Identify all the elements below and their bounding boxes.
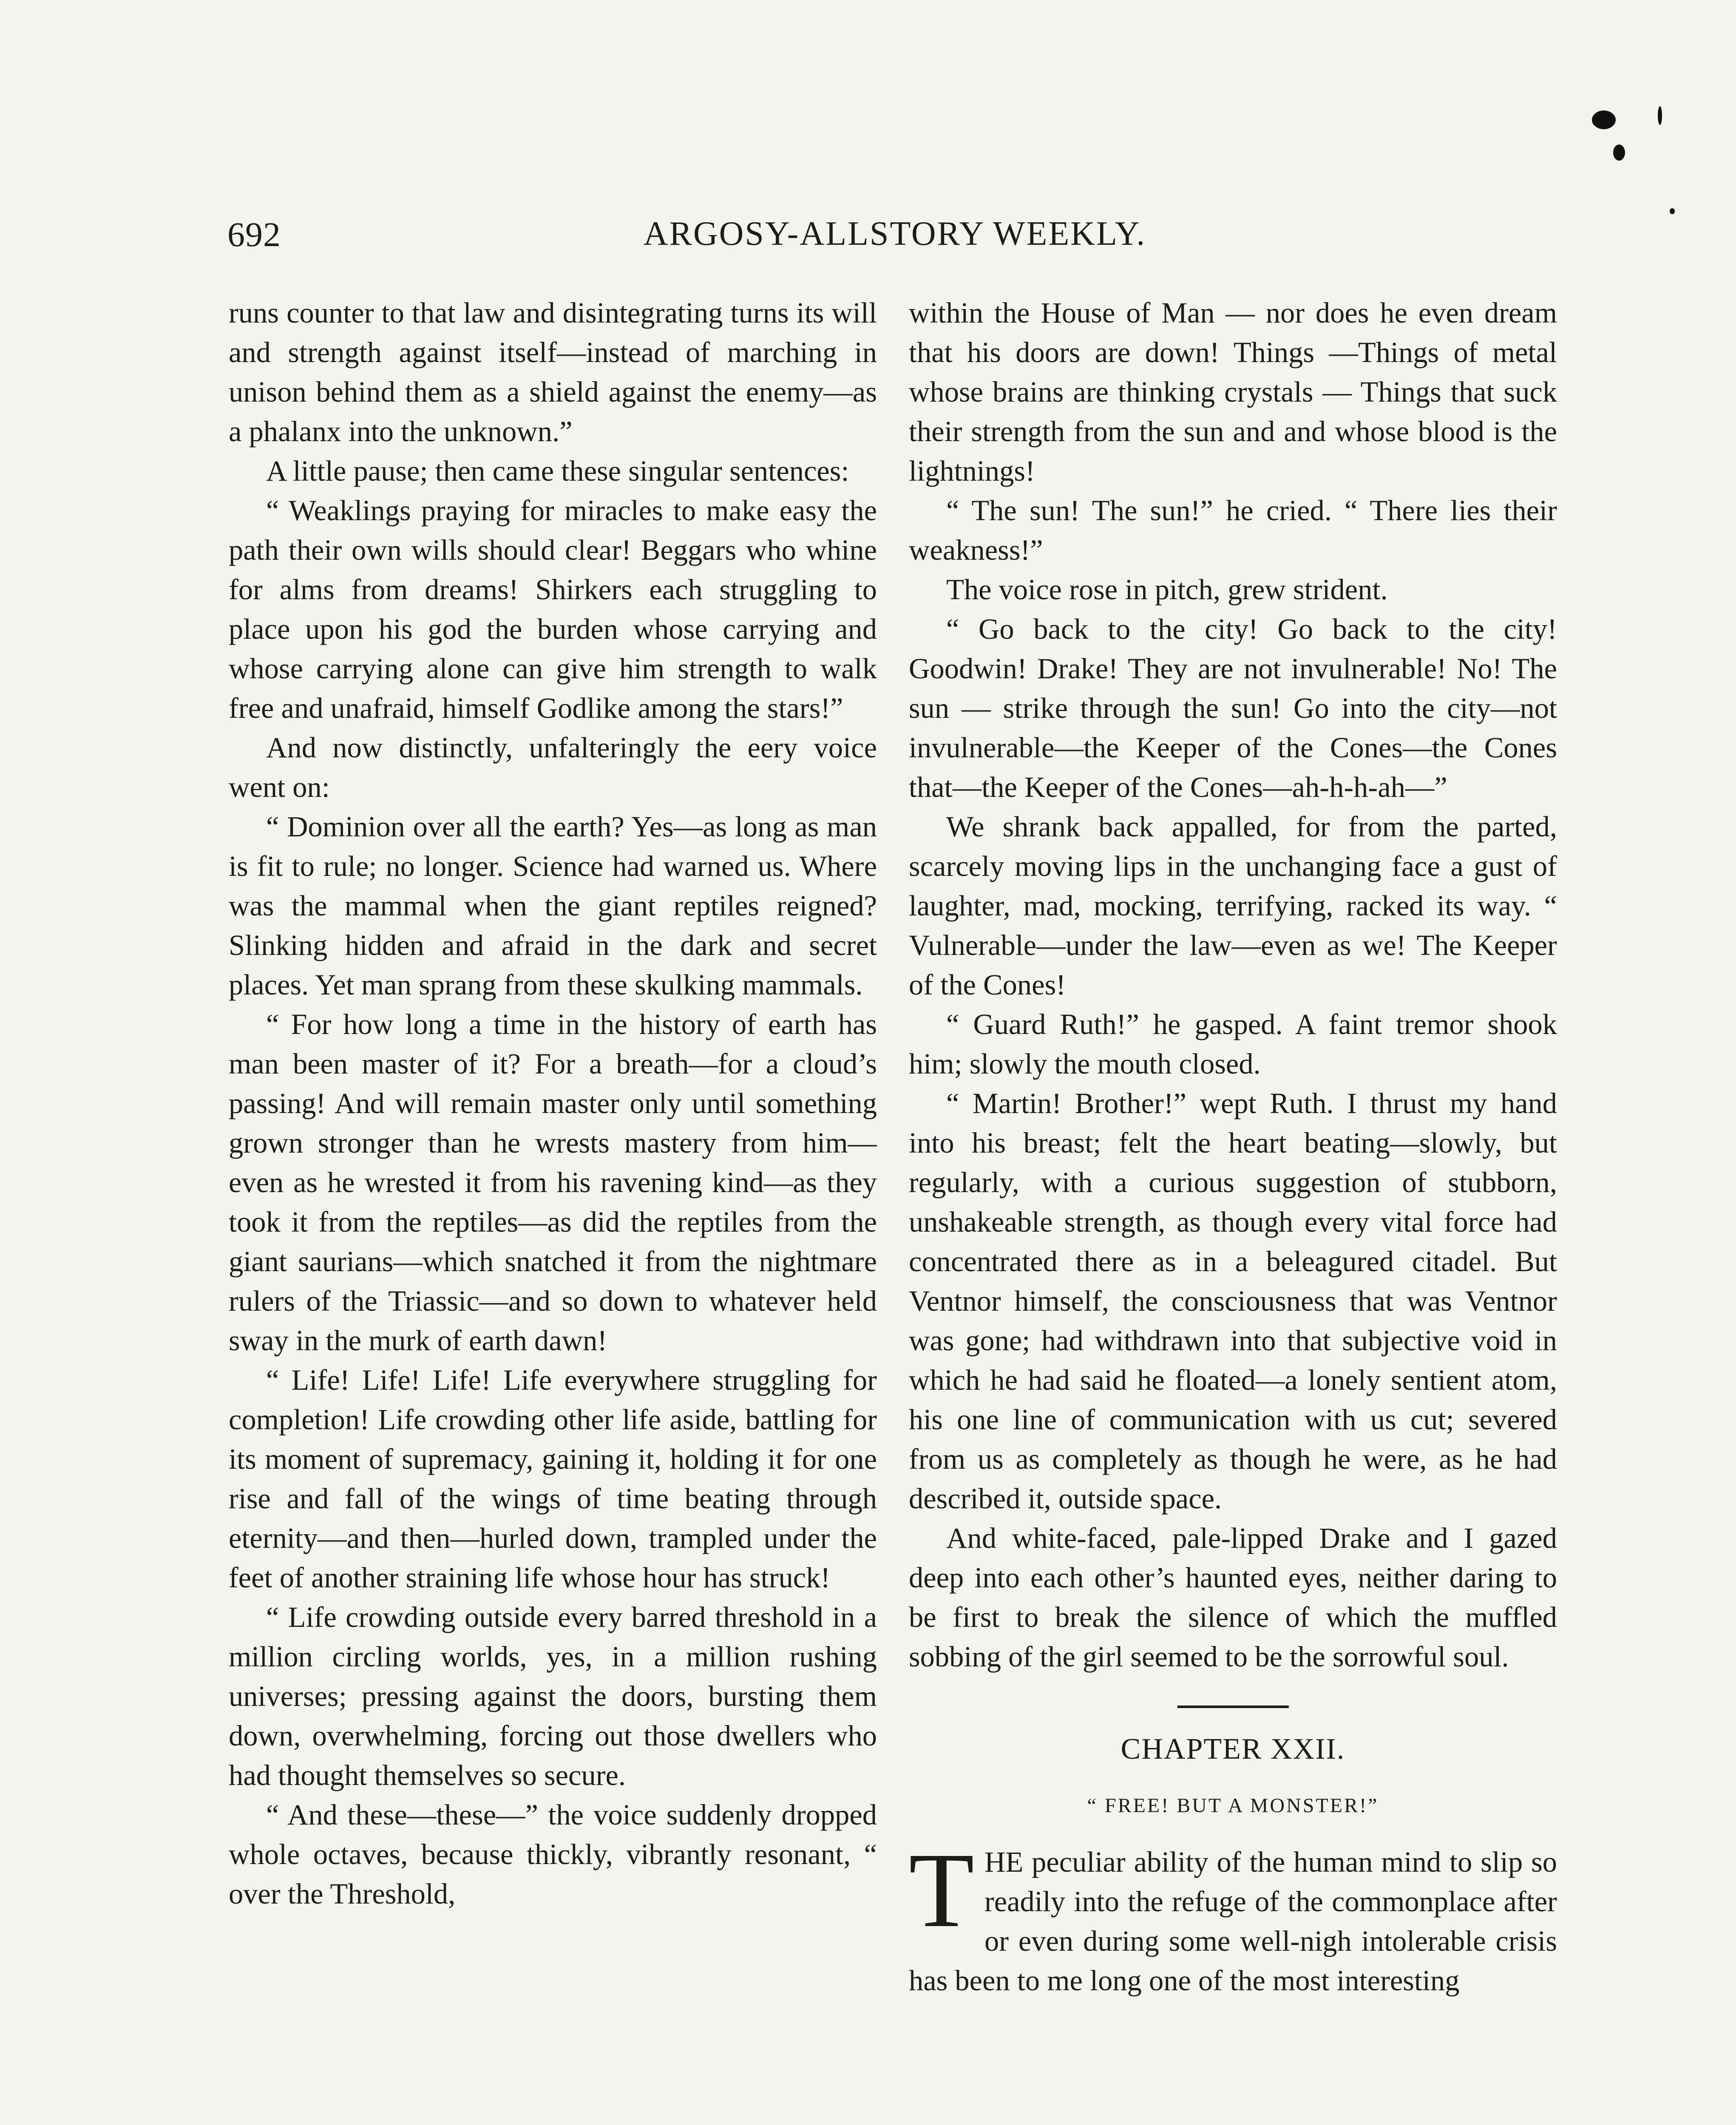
paragraph: within the House of Man — nor does he even dream that his doors are down! Things —Things of metal whose brains are thinking crystals — Things that suck their strength from the sun and and whose blood is the lightnings!: [909, 297, 1557, 487]
paragraph: “ Dominion over all the earth? Yes—as long as man is fit to rule; no longer. Science had warned us. Where was the mammal when the giant reptiles reigned? Slinking hidden and afraid in the dark and secret places. Yet man sprang from these skulking mammals.: [229, 810, 877, 1001]
ink-speck: [1658, 106, 1662, 125]
page-header: [227, 215, 1562, 261]
paragraph: “ Life crowding outside every barred threshold in a million circling worlds, yes, in a million rushing universes; pressing against the doors, bursting them down, overwhelming, forcing out those dwellers who had thought themselves so secure.: [229, 1601, 877, 1791]
ink-speck: [1592, 110, 1616, 129]
paragraph: The voice rose in pitch, grew strident.: [946, 573, 1388, 606]
running-title: ARGOSY-ALLSTORY WEEKLY.: [643, 215, 1146, 252]
left-column: [229, 293, 877, 1914]
paragraph: runs counter to that law and disintegrating turns its will and strength against itself—instead of marching in unison behind them as a shield against the enemy—as a phalanx into the unknown.”: [229, 297, 877, 448]
paragraph: A little pause; then came these singular sentences:: [266, 455, 849, 487]
chapter-heading: CHAPTER XXII.: [1120, 1733, 1345, 1765]
paragraph: “ Martin! Brother!” wept Ruth. I thrust my hand into his breast; felt the heart beating—slowly, but regularly, with a curious suggestion of stubborn, unshakeable strength, as though every vital force had concentrated there as in a beleagured citadel. But Ventnor himself, the consciousness that was Ventnor was gone; had withdrawn into that subjective void in which he had said he floated—a lonely sentient atom, his one line of communication with us cut; severed from us as completely as though he were, as he had described it, outside space.: [909, 1087, 1557, 1515]
ink-speck: [1613, 144, 1625, 161]
page-number: 692: [227, 215, 281, 254]
chapter-subtitle: “ FREE! BUT A MONSTER!”: [1087, 1794, 1379, 1817]
paragraph: “ Weaklings praying for miracles to make easy the path their own wills should clear! Beggars who whine for alms from dreams! Shirkers each struggling to place upon his god the burden whose carrying and whose carrying alone can give him strength to walk free and unafraid, himself Godlike among the stars!”: [229, 494, 877, 724]
paragraph: “ Life! Life! Life! Life everywhere struggling for completion! Life crowding other life aside, battling for its moment of supremacy, gaining it, holding it for one rise and fall of the wings of time beating through eternity—and then—hurled down, trampled under the feet of another straining life whose hour has struck!: [229, 1364, 877, 1594]
paragraph: “ Go back to the city! Go back to the city! Goodwin! Drake! They are not invulnerable! No! The sun — strike through the sun! Go into the city—not invulnerable—the Keeper of the Cones—the Cones that—the Keeper of the Cones—ah-h-h-ah—”: [909, 613, 1557, 803]
paragraph: “ The sun! The sun!” he cried. “ There lies their weakness!”: [909, 494, 1557, 566]
paragraph: And white-faced, pale-lipped Drake and I gazed deep into each other’s haunted eyes, neither daring to be first to break the silence of which the muffled sobbing of the girl seemed to be the sorrowful soul.: [909, 1522, 1557, 1673]
paragraph: “ Guard Ruth!” he gasped. A faint tremor shook him; slowly the mouth closed.: [909, 1008, 1557, 1080]
chapter-opening-paragraph: [909, 1830, 1557, 2000]
drop-cap: T: [909, 1830, 974, 1949]
chapter-opening-text: HE peculiar ability of the human mind to slip so readily into the refuge of the commonplace after or even during some well-nigh intolerable crisis has been to me long one of the most interesting: [909, 1846, 1557, 1997]
paragraph: “ For how long a time in the history of earth has man been master of it? For a breath—for a cloud’s passing! And will remain master only until something grown stronger than he wrests mastery from him—even as he wrested it from his ravening kind—as they took it from the reptiles—as did the reptiles from the giant saurians—which snatched it from the nightmare rulers of the Triassic—and so down to whatever held sway in the murk of earth dawn!: [229, 1008, 877, 1357]
right-column: [909, 293, 1557, 2000]
ink-speck: [1670, 208, 1675, 214]
section-divider: [1177, 1706, 1289, 1708]
paragraph: “ And these—these—” the voice suddenly dropped whole octaves, because thickly, vibrantly resonant, “ over the Threshold,: [229, 1799, 877, 1910]
paragraph: And now distinctly, unfalteringly the eery voice went on:: [229, 731, 877, 803]
paragraph: We shrank back appalled, for from the parted, scarcely moving lips in the unchanging face a gust of laughter, mad, mocking, terrifying, racked its way. “ Vulnerable—under the law—even as we! The Keeper of the Cones!: [909, 810, 1557, 1001]
